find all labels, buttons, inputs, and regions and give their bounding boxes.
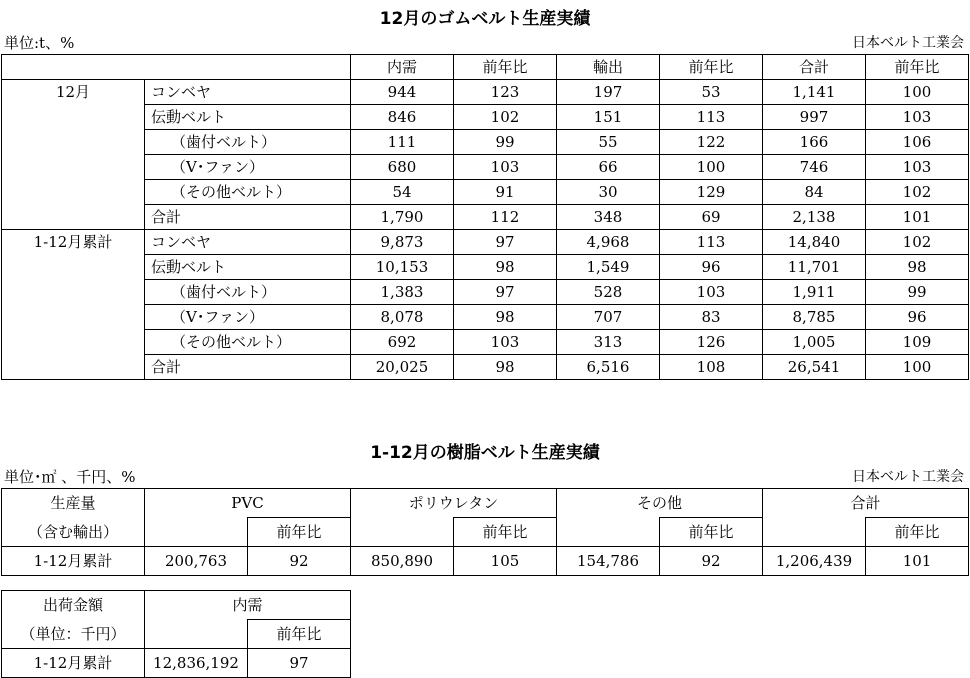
table-row <box>2 230 969 255</box>
cell: 109 <box>866 330 969 355</box>
rubber-belt-unit: 単位:t、% <box>4 34 75 52</box>
cell: 200,763 <box>145 547 248 576</box>
col-other: その他 <box>557 489 763 518</box>
cell: 1,005 <box>763 330 866 355</box>
cell: 84 <box>763 180 866 205</box>
cell: 102 <box>866 230 969 255</box>
cell: 850,890 <box>351 547 454 576</box>
col-total: 合計 <box>763 489 969 518</box>
blank-cell <box>763 518 866 547</box>
cell: 14,840 <box>763 230 866 255</box>
production-sublabel: （含む輸出） <box>2 518 145 547</box>
cell: 96 <box>660 255 763 280</box>
cell: 92 <box>660 547 763 576</box>
cell: 122 <box>660 130 763 155</box>
cell: 108 <box>660 355 763 380</box>
sub-yoy-total: 前年比 <box>866 518 969 547</box>
cell: 2,138 <box>763 205 866 230</box>
cell: 103 <box>866 155 969 180</box>
cell: 103 <box>454 330 557 355</box>
cell: 9,873 <box>351 230 454 255</box>
cell: 103 <box>660 280 763 305</box>
table-row <box>2 547 969 576</box>
cell: 69 <box>660 205 763 230</box>
table-row <box>2 205 969 230</box>
cell: 11,701 <box>763 255 866 280</box>
col-domestic: 内需 <box>145 591 351 620</box>
cell: 97 <box>454 280 557 305</box>
col-polyurethane: ポリウレタン <box>351 489 557 518</box>
cell: 692 <box>351 330 454 355</box>
cell: 105 <box>454 547 557 576</box>
sub-yoy-pvc: 前年比 <box>248 518 351 547</box>
cell: 126 <box>660 330 763 355</box>
cell: 1,206,439 <box>763 547 866 576</box>
cell: 98 <box>866 255 969 280</box>
header-export: 輸出 <box>557 55 660 80</box>
cell: 112 <box>454 205 557 230</box>
blank-cell <box>145 518 248 547</box>
blank-cell <box>557 518 660 547</box>
cell: 129 <box>660 180 763 205</box>
cell: 113 <box>660 105 763 130</box>
cell: 97 <box>248 649 351 678</box>
cell: 1,383 <box>351 280 454 305</box>
cell: 313 <box>557 330 660 355</box>
cell: 154,786 <box>557 547 660 576</box>
cell: 103 <box>866 105 969 130</box>
cell: 528 <box>557 280 660 305</box>
cell: 98 <box>454 355 557 380</box>
resin-belt-table <box>1 488 969 576</box>
cell: 12,836,192 <box>145 649 248 678</box>
cell: 197 <box>557 80 660 105</box>
cell: 166 <box>763 130 866 155</box>
cell: 348 <box>557 205 660 230</box>
cell: 111 <box>351 130 454 155</box>
shipment-label: 出荷金額 <box>2 591 145 620</box>
cell: 54 <box>351 180 454 205</box>
cell: 100 <box>660 155 763 180</box>
cell: 846 <box>351 105 454 130</box>
blank-cell <box>351 518 454 547</box>
rubber-belt-org: 日本ベルト工業会 <box>852 35 964 51</box>
table-row <box>2 355 969 380</box>
table-row <box>2 255 969 280</box>
row-item: 伝動ベルト <box>145 105 351 130</box>
header-yoy-domestic: 前年比 <box>454 55 557 80</box>
group-label-december: 12月 <box>2 80 145 230</box>
cell: 113 <box>660 230 763 255</box>
table-header-row <box>2 55 969 80</box>
row-item: （V･ファン） <box>145 155 351 180</box>
cell: 102 <box>454 105 557 130</box>
row-item: （V･ファン） <box>145 305 351 330</box>
cell: 680 <box>351 155 454 180</box>
cell: 8,078 <box>351 305 454 330</box>
table-row <box>2 130 969 155</box>
cell: 66 <box>557 155 660 180</box>
cell: 98 <box>454 255 557 280</box>
header-yoy-total: 前年比 <box>866 55 969 80</box>
cell: 707 <box>557 305 660 330</box>
table-row <box>2 649 351 678</box>
rubber-belt-title: 12月のゴムベルト生産実績 <box>379 9 591 29</box>
cell: 20,025 <box>351 355 454 380</box>
resin-belt-unit: 単位･㎡ 、千円、% <box>4 468 136 486</box>
cell: 1,911 <box>763 280 866 305</box>
sub-yoy-polyurethane: 前年比 <box>454 518 557 547</box>
cell: 1,141 <box>763 80 866 105</box>
header-blank-1 <box>2 55 145 80</box>
shipment-sublabel: （単位：千円） <box>2 620 145 649</box>
cell: 30 <box>557 180 660 205</box>
cell: 4,968 <box>557 230 660 255</box>
table-row <box>2 330 969 355</box>
header-yoy-export: 前年比 <box>660 55 763 80</box>
row-item: 合計 <box>145 355 351 380</box>
row-item: 伝動ベルト <box>145 255 351 280</box>
cell: 99 <box>454 130 557 155</box>
group-label-cumulative: 1-12月累計 <box>2 230 145 380</box>
cell: 103 <box>454 155 557 180</box>
row-item: （その他ベルト） <box>145 330 351 355</box>
shipment-table <box>1 590 351 678</box>
row-label: 1-12月累計 <box>2 547 145 576</box>
cell: 92 <box>248 547 351 576</box>
row-item: （その他ベルト） <box>145 180 351 205</box>
table-row <box>2 105 969 130</box>
cell: 151 <box>557 105 660 130</box>
resin-belt-org: 日本ベルト工業会 <box>852 469 964 485</box>
cell: 98 <box>454 305 557 330</box>
cell: 123 <box>454 80 557 105</box>
cell: 96 <box>866 305 969 330</box>
col-pvc: PVC <box>145 489 351 518</box>
cell: 1,549 <box>557 255 660 280</box>
production-label: 生産量 <box>2 489 145 518</box>
cell: 83 <box>660 305 763 330</box>
cell: 99 <box>866 280 969 305</box>
cell: 106 <box>866 130 969 155</box>
cell: 746 <box>763 155 866 180</box>
cell: 6,516 <box>557 355 660 380</box>
cell: 997 <box>763 105 866 130</box>
cell: 8,785 <box>763 305 866 330</box>
sub-yoy-domestic: 前年比 <box>248 620 351 649</box>
cell: 53 <box>660 80 763 105</box>
cell: 100 <box>866 355 969 380</box>
row-item: （歯付ベルト） <box>145 130 351 155</box>
row-item: 合計 <box>145 205 351 230</box>
row-item: （歯付ベルト） <box>145 280 351 305</box>
row-item: コンベヤ <box>145 230 351 255</box>
header-total: 合計 <box>763 55 866 80</box>
table-row <box>2 155 969 180</box>
table-row <box>2 180 969 205</box>
cell: 97 <box>454 230 557 255</box>
sub-yoy-other: 前年比 <box>660 518 763 547</box>
cell: 100 <box>866 80 969 105</box>
blank-cell <box>145 620 248 649</box>
row-label: 1-12月累計 <box>2 649 145 678</box>
table-row <box>2 280 969 305</box>
cell: 91 <box>454 180 557 205</box>
cell: 26,541 <box>763 355 866 380</box>
table-row <box>2 305 969 330</box>
table-row <box>2 80 969 105</box>
cell: 55 <box>557 130 660 155</box>
resin-belt-title: 1-12月の樹脂ベルト生産実績 <box>370 443 600 463</box>
cell: 101 <box>866 547 969 576</box>
row-item: コンベヤ <box>145 80 351 105</box>
cell: 101 <box>866 205 969 230</box>
header-domestic: 内需 <box>351 55 454 80</box>
cell: 944 <box>351 80 454 105</box>
cell: 102 <box>866 180 969 205</box>
rubber-belt-table <box>1 54 969 380</box>
cell: 10,153 <box>351 255 454 280</box>
cell: 1,790 <box>351 205 454 230</box>
header-blank-2 <box>145 55 351 80</box>
